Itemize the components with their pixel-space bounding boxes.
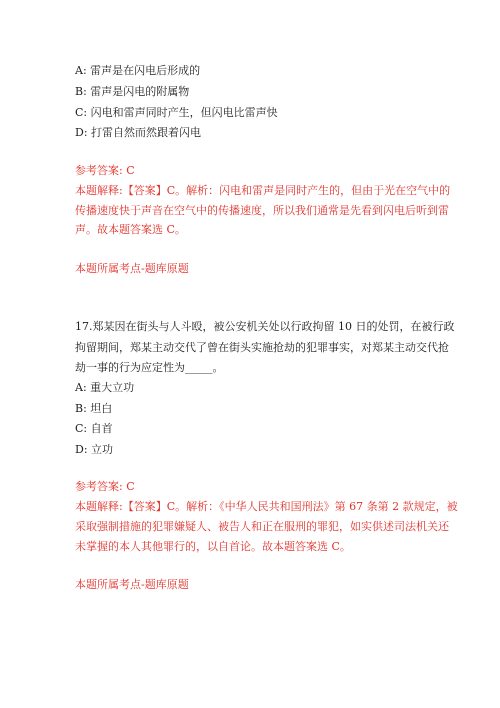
q17-stem-line-2: 拘留期间，郑某主动交代了曾在街头实施抢劫的犯罪事实，对郑某主动交代抢: [75, 341, 449, 354]
q17-option-a: A: 重大立功: [75, 381, 135, 394]
q16-option-b: B: 雷声是闪电的附属物: [75, 85, 190, 98]
q17-answer: 参考答案: C: [75, 480, 135, 493]
q16-option-a: A: 雷声是在闪电后形成的: [75, 64, 201, 77]
q17-explanation-line-2: 采取强制措施的犯罪嫌疑人、被告人和正在服刑的罪犯，如实供述司法机关还: [75, 520, 449, 533]
q16-explanation-line-3: 声。故本题答案选 C。: [75, 223, 186, 236]
q17-explanation-line-3: 未掌握的本人其他罪行的，以自首论。故本题答案选 C。: [75, 540, 351, 553]
q17-explanation-line-1: 本题解释:【答案】C。解析：《中华人民共和国刑法》第 67 条第 2 款规定，被: [75, 500, 458, 513]
q17-stem-line-1: 17.郑某因在街头与人斗殴，被公安机关处以行政拘留 10 日的处罚，在被行政: [75, 320, 455, 333]
q16-explanation-line-1: 本题解释:【答案】C。解析：闪电和雷声是同时产生的，但由于光在空气中的: [75, 184, 451, 197]
q17-option-b: B: 坦白: [75, 402, 113, 415]
q17-option-c: C: 自首: [75, 422, 113, 435]
q16-source: 本题所属考点-题库原题: [75, 262, 189, 275]
q16-answer: 参考答案: C: [75, 164, 135, 177]
q16-option-d: D: 打雷自然而然跟着闪电: [75, 126, 202, 139]
q17-source: 本题所属考点-题库原题: [75, 578, 189, 591]
q16-option-c: C: 闪电和雷声同时产生，但闪电比雷声快: [75, 106, 278, 119]
q17-stem-line-3: 劫一事的行为应定性为_____。: [75, 361, 224, 374]
q17-option-d: D: 立功: [75, 443, 114, 456]
q16-explanation-line-2: 传播速度快于声音在空气中的传播速度，所以我们通常是先看到闪电后听到雷: [75, 204, 449, 217]
